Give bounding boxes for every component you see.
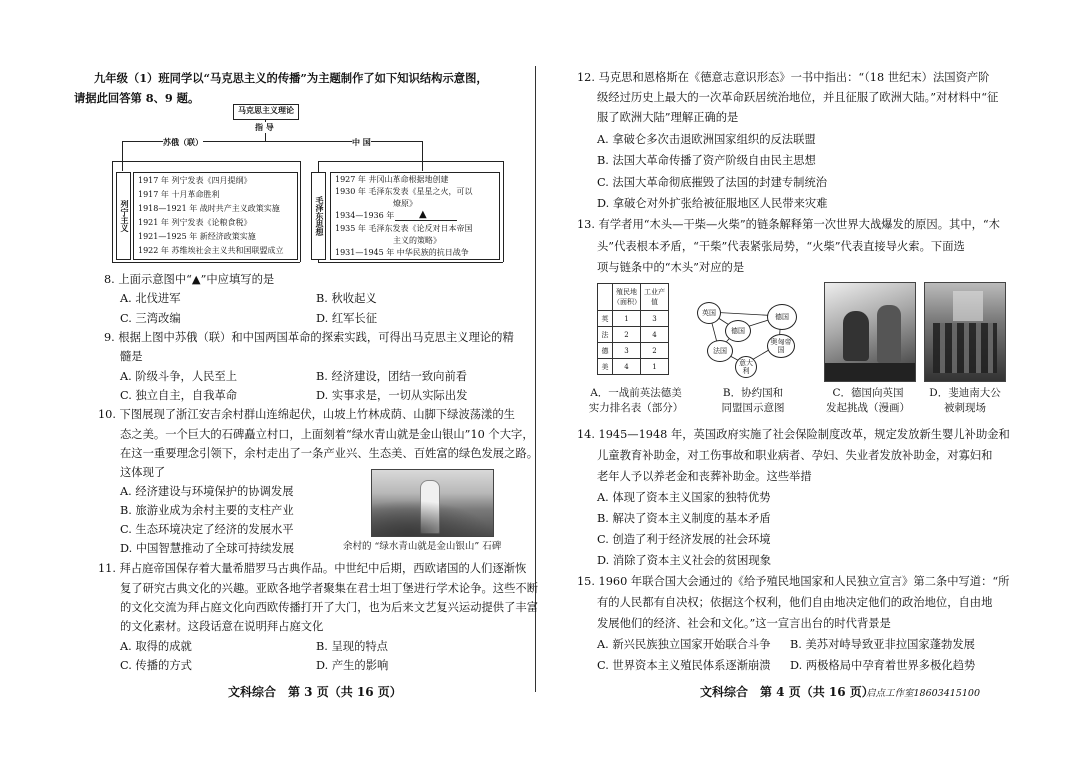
q10-option-c[interactable]: C. 生态环境决定了经济的发展水平: [120, 523, 294, 536]
q15-option-a[interactable]: A. 新兴民族独立国家开始联合斗争: [597, 638, 771, 651]
q15-option-c[interactable]: C. 世界资本主义殖民体系逐渐崩溃: [597, 659, 771, 672]
table-row: [598, 343, 669, 359]
q9-option-d[interactable]: D. 实事求是，一切从实际出发: [316, 389, 468, 402]
table-header: 工业产值: [641, 284, 669, 311]
q9-line-2: 髓是: [120, 350, 143, 363]
power-ranking-table: [597, 283, 669, 375]
q14-option-c[interactable]: C. 创造了利于经济发展的社会环境: [597, 533, 771, 546]
assassination-photo: [924, 282, 1006, 382]
q15-option-b[interactable]: B. 美苏对峙导致亚非拉国家蓬勃发展: [790, 638, 975, 651]
q10-line-2: 态之美。一个巨大的石碑矗立村口，上面刻着“绿水青山就是金山银山”10 个大字，: [120, 428, 534, 441]
q13-option-d-l1[interactable]: D．斐迪南大公: [929, 387, 1001, 399]
table-cell: 3: [641, 311, 669, 327]
q10-line-4: 这体现了: [120, 466, 166, 479]
label-mao-thought: 毛泽东思想: [311, 172, 326, 260]
q9-line-1: 9. 根据上图中苏俄（联）和中国两国革命的探索实践，可得出马克思主义理论的精: [104, 331, 514, 344]
table-cell: 1: [641, 359, 669, 375]
china-event: 1931—1945 年 中华民族的抗日战争: [335, 248, 469, 257]
branch-china: 中 国: [352, 137, 371, 147]
q13-option-d-l2: 被刺现场: [944, 402, 986, 414]
stone-tablet-caption: 余村的 “绿水青山就是金山银山” 石碑: [343, 541, 502, 552]
q13-option-b-l1[interactable]: B．协约国和: [722, 387, 784, 399]
q15-line-3: 发展他们的经济、社会和文化。”这一宣言出台的时代背景是: [597, 617, 891, 630]
table-row: [598, 311, 669, 327]
table-cell: 英: [598, 311, 613, 327]
table-cell: 1: [613, 311, 641, 327]
q13-option-a-l1[interactable]: A．一战前英法德美: [590, 387, 682, 399]
intro-line-1: 九年级（1）班同学以“马克思主义的传播”为主题制作了如下知识结构示意图，: [94, 71, 488, 85]
ussr-event: 1922 年 苏维埃社会主义共和国联盟成立: [138, 246, 284, 255]
label-leninism: 列宁主义: [116, 172, 131, 260]
ussr-event: 1917 年 列宁发表《四月提纲》: [138, 176, 252, 185]
table-cell: 2: [641, 343, 669, 359]
table-cell: 4: [641, 327, 669, 343]
right-page: [540, 0, 1080, 763]
node-italy: 意大利: [735, 356, 757, 378]
node-austria-hungary: 奥匈帝国: [767, 334, 795, 358]
table-cell: 4: [613, 359, 641, 375]
left-footer: 文科综合 第 3 页（共 16 页）: [228, 685, 402, 699]
table-row: [598, 359, 669, 375]
china-events-box: [330, 172, 500, 260]
q9-option-c[interactable]: C. 独立自主，自我革命: [120, 389, 238, 402]
ussr-event: 1921 年 列宁发表《论粮食税》: [138, 218, 252, 227]
q14-line-1: 14. 1945—1948 年，英国政府实施了社会保险制度改革，规定发放新生婴儿补助金和: [577, 428, 1010, 441]
diagram-guide: 指 导: [255, 122, 274, 132]
ussr-event: 1917 年 十月革命胜利: [138, 190, 220, 199]
q11-line-1: 11. 拜占庭帝国保存着大量希腊罗马古典作品。中世纪中后期，西欧诸国的人们逐渐恢: [98, 562, 527, 575]
q10-option-b[interactable]: B. 旅游业成为余村主要的支柱产业: [120, 504, 294, 517]
ussr-event: 1918—1921 年 战时共产主义政策实施: [138, 204, 280, 213]
node-germany: 德国: [725, 320, 751, 342]
diagram-root: 马克思主义理论: [233, 104, 299, 120]
q8-option-b[interactable]: B. 秋收起义: [316, 292, 377, 305]
q14-line-3: 老年人予以养老金和丧葬补助金。这些举措: [597, 470, 812, 483]
ussr-events-box: [133, 172, 298, 260]
branch-ussr: 苏俄（联）: [163, 137, 203, 147]
table-cell: 美: [598, 359, 613, 375]
node-germany-2: 德国: [767, 304, 797, 330]
q11-option-c[interactable]: C. 传播的方式: [120, 659, 192, 672]
q12-line-2: 级经过历史上最大的一次革命跃居统治地位，并且征服了欧洲大陆。”对材料中“征: [597, 91, 999, 104]
table-cell: 德: [598, 343, 613, 359]
q12-option-c[interactable]: C. 法国大革命彻底摧毁了法国的封建专制统治: [597, 176, 828, 189]
q13-line-2: 头”代表根本矛盾，“干柴”代表紧张局势，“火柴”代表直接导火索。下面选: [597, 240, 965, 253]
watermark: 启点工作室18603415100: [866, 688, 980, 699]
q14-option-b[interactable]: B. 解决了资本主义制度的基本矛盾: [597, 512, 771, 525]
q10-line-1: 10. 下图展现了浙江安吉余村群山连绵起伏，山坡上竹林成荫、山脚下绿波荡漾的生: [98, 408, 515, 421]
q10-option-a[interactable]: A. 经济建设与环境保护的协调发展: [120, 485, 294, 498]
q8-stem: 8. 上面示意图中“▲”中应填写的是: [104, 273, 275, 286]
q8-option-c[interactable]: C. 三湾改编: [120, 312, 181, 325]
q15-option-d[interactable]: D. 两极格局中孕育着世界多极化趋势: [790, 659, 976, 672]
table-header: [598, 284, 613, 311]
q9-option-a[interactable]: A. 阶级斗争，人民至上: [120, 370, 238, 383]
q11-option-d[interactable]: D. 产生的影响: [316, 659, 389, 672]
table-row: [598, 327, 669, 343]
q13-line-3: 项与链条中的“木头”对应的是: [597, 261, 745, 274]
china-event: 主义的策略》: [393, 236, 441, 245]
q9-option-b[interactable]: B. 经济建设，团结一致向前看: [316, 370, 468, 383]
china-event: 燎原》: [393, 199, 417, 208]
q11-option-a[interactable]: A. 取得的成就: [120, 640, 192, 653]
q13-line-1: 13. 有学者用“木头—干柴—火柴”的链条解释第一次世界大战爆发的原因。其中，“木: [577, 218, 1000, 231]
china-event: 1927 年 井冈山革命根据地创建: [335, 175, 449, 184]
china-event: 1934—1936 年: [335, 211, 395, 220]
q12-option-d[interactable]: D. 拿破仑对外扩张给被征服地区人民带来灾难: [597, 197, 828, 210]
q8-option-a[interactable]: A. 北伐进军: [120, 292, 181, 305]
stone-tablet-photo: [371, 469, 494, 537]
intro-line-2: 请据此回答第 8、9 题。: [74, 91, 200, 105]
q13-option-c-l2: 发起挑战（漫画）: [826, 402, 910, 414]
q12-line-1: 12. 马克思和恩格斯在《德意志意识形态》一书中指出：“（18 世纪末）法国资产阶: [577, 71, 990, 84]
q10-line-3: 在这一重要理念引领下，余村走出了一条产业兴、生态美、百姓富的绿色发展之路。: [120, 447, 538, 460]
q14-option-a[interactable]: A. 体现了资本主义国家的独特优势: [597, 491, 771, 504]
table-cell: 法: [598, 327, 613, 343]
q11-line-3: 的文化交流为拜占庭文化向西欧传播打开了大门，也为后来文艺复兴运动提供了丰富: [120, 601, 538, 614]
table-header: 殖民地（面积）: [613, 284, 641, 311]
q10-option-d[interactable]: D. 中国智慧推动了全球可持续发展: [120, 542, 294, 555]
q12-line-3: 服了欧洲大陆”理解正确的是: [597, 111, 739, 124]
q13-option-c-l1[interactable]: C．德国向英国: [832, 387, 904, 399]
q14-option-d[interactable]: D. 消除了资本主义社会的贫困现象: [597, 554, 771, 567]
q11-line-4: 的文化素材。这段话意在说明拜占庭文化: [120, 620, 324, 633]
ussr-event: 1921—1925 年 新经济政策实施: [138, 232, 256, 241]
q13-option-a-l2: 实力排名表（部分）: [588, 402, 684, 414]
table-cell: 3: [613, 343, 641, 359]
q13-option-b-l2: 同盟国示意图: [721, 402, 785, 414]
q11-option-b[interactable]: B. 呈现的特点: [316, 640, 388, 653]
blank-marker: ▲: [419, 209, 427, 220]
cartoon-image: [824, 282, 916, 382]
node-france: 法国: [707, 340, 733, 362]
china-event: 1935 年 毛泽东发表《论反对日本帝国: [335, 224, 473, 233]
q15-line-1: 15. 1960 年联合国大会通过的《给予殖民地国家和人民独立宣言》第二条中写道：“所: [577, 575, 1010, 588]
q8-option-d[interactable]: D. 红军长征: [316, 312, 378, 325]
node-britain: 英国: [697, 302, 721, 324]
q12-option-a[interactable]: A. 拿破仑多次击退欧洲国家组织的反法联盟: [597, 133, 816, 146]
q11-line-2: 复了研究古典文化的兴趣。亚欧各地学者聚集在君士坦丁堡进行学术论争。这些不断: [120, 582, 538, 595]
table-cell: 2: [613, 327, 641, 343]
q14-line-2: 儿童教育补助金，对工伤事故和职业病者、孕妇、失业者发放补助金，对寡妇和: [597, 449, 993, 462]
q15-line-2: 有的人民都有自决权；依据这个权利，他们自由地决定他们的政治地位，自由地: [597, 596, 993, 609]
alliance-diagram: [695, 292, 813, 380]
q12-option-b[interactable]: B. 法国大革命传播了资产阶级自由民主思想: [597, 154, 816, 167]
right-footer: 文科综合 第 4 页（共 16 页）: [700, 685, 874, 699]
china-event: 1930 年 毛泽东发表《星星之火，可以: [335, 187, 473, 196]
